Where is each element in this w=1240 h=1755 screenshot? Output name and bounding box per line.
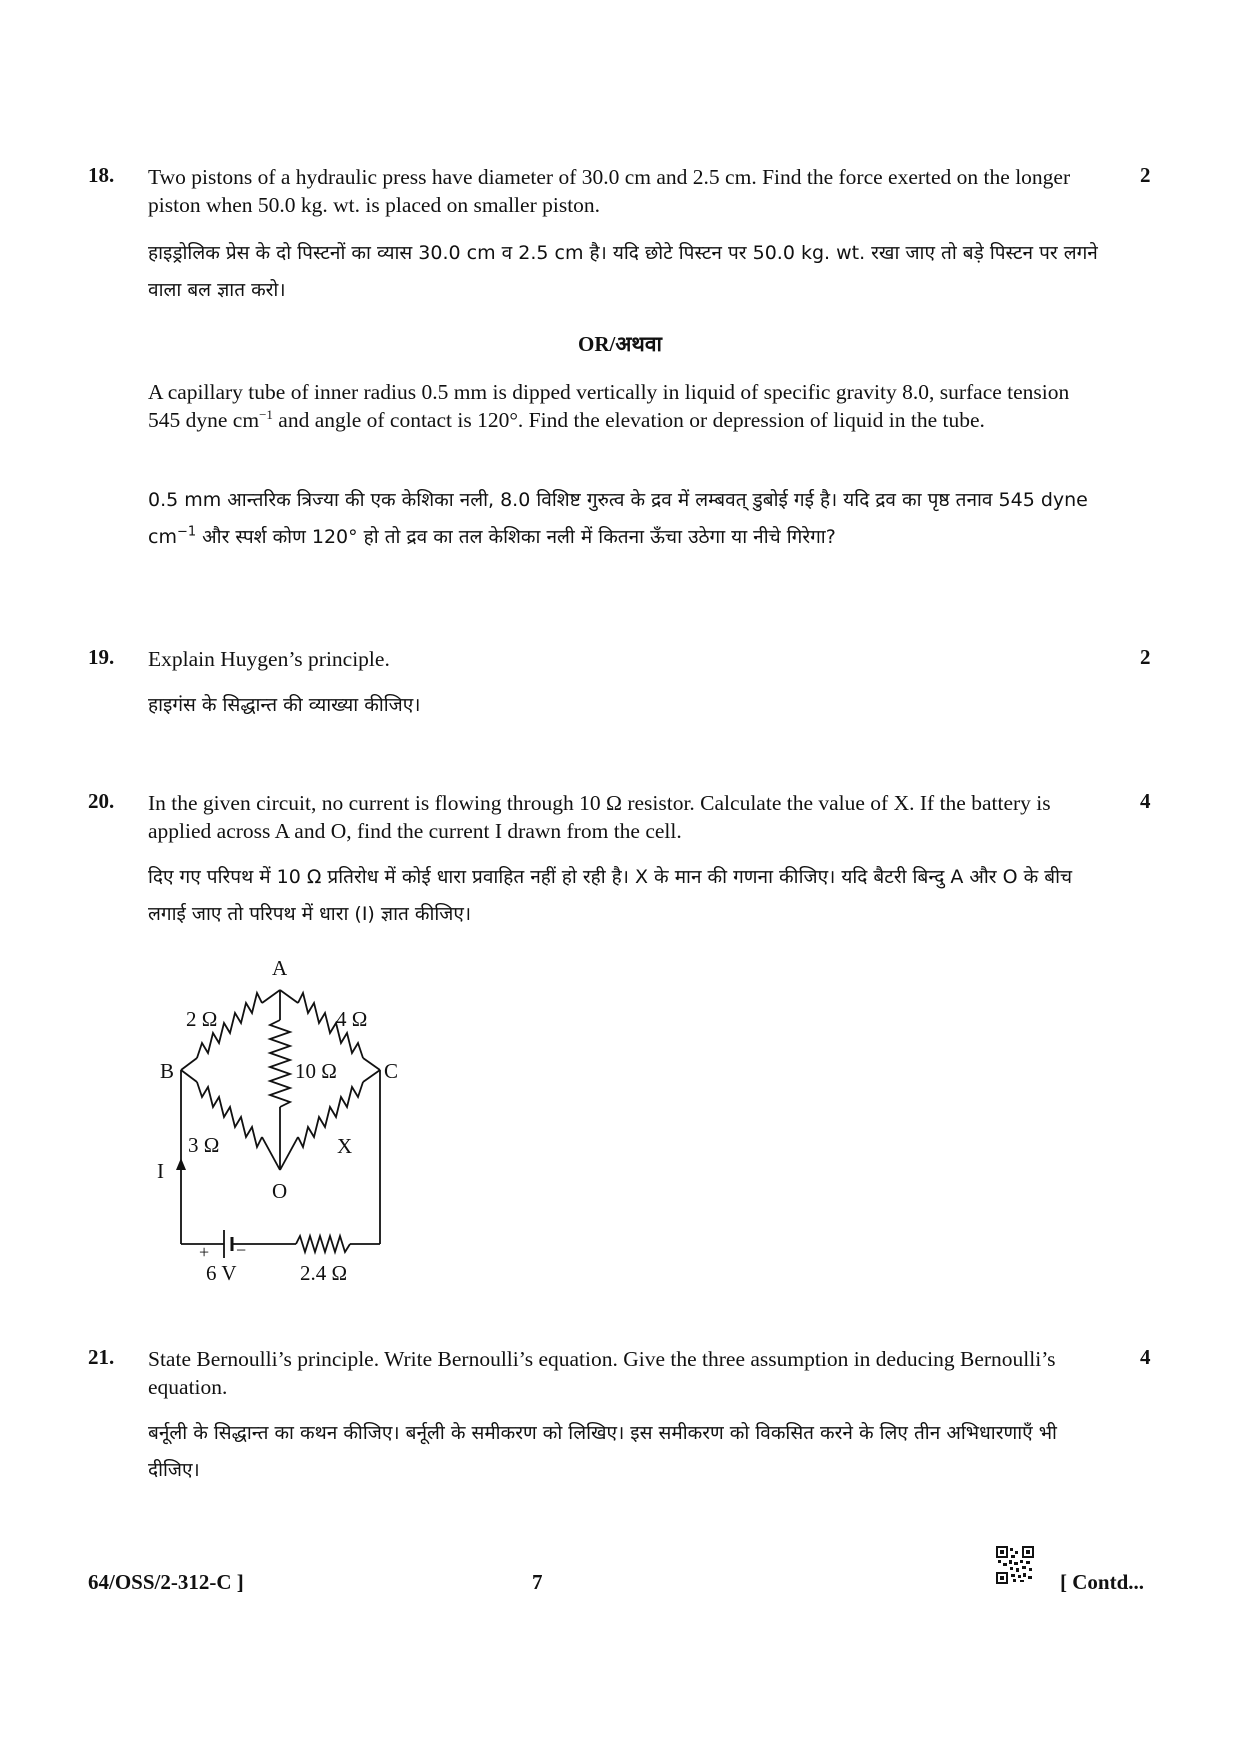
alt-text-hi (148, 482, 1098, 556)
circuit-diagram (140, 950, 440, 1290)
question-text-hi: दिए गए परिपथ में 10 Ω प्रतिरोध में कोई धारा प्रवाहित नहीं हो रही है। X के मान की गणना कीजिए। यदि बैटरी बिन्दु A और O के बीच लगाई जाए तो परिपथ में धारा (I) ज्ञात कीजिए। (148, 866, 1073, 925)
current-label: I (157, 1159, 164, 1183)
resistor-co (298, 1082, 363, 1147)
continued-label: [ Contd... (1060, 1570, 1145, 1594)
resistor-ao (270, 1020, 290, 1107)
alt-text-hi-part-b: और स्पर्श कोण 120° हो तो द्रव का तल केशिका नली में कितना ऊँचा उठेगा या नीचे गिरेगा? (196, 526, 836, 548)
battery-plus-label: + (199, 1242, 210, 1262)
page-number: 7 (532, 1570, 543, 1594)
resistor-series (296, 1236, 350, 1252)
question-text-en: In the given circuit, no current is flowing through 10 Ω resistor. Calculate the value of X. If the battery is applied across A and O, find the current I drawn from the cell. (148, 791, 1051, 843)
question-text-en: Explain Huygen’s principle. (148, 647, 390, 671)
alt-text-hi-part-a: 0.5 mm आन्तरिक त्रिज्या की एक केशिका नली, 8.0 विशिष्ट गुरुत्व के द्रव में लम्बवत् डुबोई गई है। यदि द्रव का पृष्ठ तनाव 545 dyne cm (148, 489, 1088, 548)
superscript: −1 (259, 406, 273, 422)
current-arrow-icon (176, 1158, 186, 1170)
or-label: OR/अथवा (578, 332, 662, 356)
question-marks: 2 (1140, 163, 1151, 187)
question-marks: 4 (1140, 789, 1151, 813)
node-o-label: O (272, 1179, 288, 1203)
question-number: 21. (88, 1345, 115, 1369)
node-c-label: C (384, 1059, 399, 1083)
paper-code: 64/OSS/2-312-C ] (88, 1570, 244, 1594)
resistor-ab-label: 2 Ω (186, 1007, 218, 1031)
question-number: 20. (88, 789, 115, 813)
resistor-bo-label: 3 Ω (188, 1133, 220, 1157)
qr-code-icon (996, 1546, 1034, 1584)
resistor-co-label: X (337, 1134, 353, 1158)
alt-text-en-part-b: and angle of contact is 120°. Find the elevation or depression of liquid in the tube. (272, 408, 985, 432)
resistor-ao-label: 10 Ω (295, 1059, 337, 1083)
resistor-ac-label: 4 Ω (336, 1007, 368, 1031)
node-b-label: B (160, 1059, 175, 1083)
superscript: −1 (176, 524, 197, 540)
question-text-hi: बर्नूली के सिद्धान्त का कथन कीजिए। बर्नूली के समीकरण को लिखिए। इस समीकरण को विकसित करने के लिए तीन अभिधारणाएँ भी दीजिए। (148, 1422, 1057, 1481)
alt-text-en-part-a: A capillary tube of inner radius 0.5 mm is dipped vertically in liquid of specific gravity 8.0, surface tension 545 dyne cm (148, 380, 1070, 432)
question-text-hi: हाइगंस के सिद्धान्त की व्याख्या कीजिए। (148, 694, 421, 716)
question-text-en: State Bernoulli’s principle. Write Bernoulli’s equation. Give the three assumption in deducing Bernoulli’s equation. (148, 1347, 1056, 1399)
question-number: 19. (88, 645, 115, 669)
question-text-hi: हाइड्रोलिक प्रेस के दो पिस्टनों का व्यास 30.0 cm व 2.5 cm है। यदि छोटे पिस्टन पर 50.0 kg. wt. रखा जाए तो बड़े पिस्टन पर लगने वाला बल ज्ञात करो। (148, 242, 1098, 301)
node-a-label: A (272, 956, 288, 980)
resistor-series-label: 2.4 Ω (300, 1261, 348, 1285)
alt-text-en (148, 378, 1098, 434)
battery-voltage-label: 6 V (206, 1261, 237, 1285)
question-marks: 2 (1140, 645, 1151, 669)
battery-minus-label: − (236, 1240, 247, 1260)
question-text-en: Two pistons of a hydraulic press have diameter of 30.0 cm and 2.5 cm. Find the force exerted on the longer piston when 50.0 kg. wt. is placed on smaller piston. (148, 165, 1071, 217)
question-marks: 4 (1140, 1345, 1151, 1369)
question-number: 18. (88, 163, 115, 187)
